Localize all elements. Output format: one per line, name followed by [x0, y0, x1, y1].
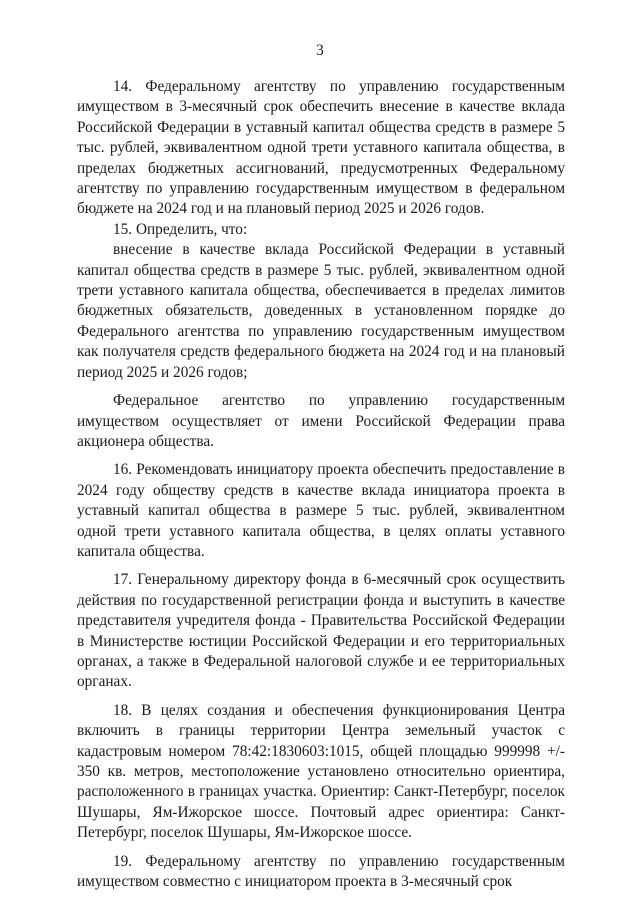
paragraph-item-17: 17. Генеральному директору фонда в 6-месячный срок осуществить действия по государственной регистрации фонда и выступить в качестве представителя учредителя фонда - Правительства Российской Федерации в Министерстве юстиции Российской Федерации и его территориальных органах, а также в Федеральной налоговой службе и ее территориальных органах. [77, 571, 565, 691]
paragraph-item-14: 14. Федеральному агентству по управлению государственным имуществом в 3-месячный срок обеспечить внесение в качестве вклада Российской Федерации в уставный капитал общества средств в размере 5 тыс. рублей, эквивалентном одной трети уставного капитала общества, в пределах бюджетных ассигнований, предусмотренных Федеральному агентству по управлению государственным имуществом в федеральном бюджете на 2024 год и на плановый период 2025 и 2026 годов. [77, 78, 565, 218]
paragraph-item-15-contribution: внесение в качестве вклада Российской Федерации в уставный капитал общества средств в размере 5 тыс. рублей, эквивалентном одной трети уставного капитала общества, обеспечивается в пределах лимитов бюджетных обязательств, доведенных в установленном порядке до Федерального агентства по управлению государственным имуществом как получателя средств федерального бюджета на 2024 год и на плановый период 2025 и 2026 годов; [77, 241, 565, 381]
paragraph-item-15-shareholder-rights: Федеральное агентство по управлению государственным имуществом осуществляет от имени Российской Федерации права акционера общества. [77, 392, 565, 450]
paragraph-item-19: 19. Федеральному агентству по управлению государственным имуществом совместно с инициатором проекта в 3-месячный срок [77, 852, 565, 891]
paragraph-item-15: 15. Определить, что: [113, 220, 248, 238]
page-number: 3 [316, 42, 324, 59]
document-body [77, 77, 565, 892]
paragraph-item-16: 16. Рекомендовать инициатору проекта обеспечить предоставление в 2024 году обществу средств в качестве вклада инициатора проекта в уставный капитал общества в размере 5 тыс. рублей, эквивалентном одной трети уставного капитала общества, в целях оплаты уставного капитала общества. [77, 461, 565, 560]
paragraph-item-18: 18. В целях создания и обеспечения функционирования Центра включить в границы территории Центра земельный участок с кадастровым номером 78:42:1830603:1015, общей площадью 999998 +/- 350 кв. метров, местоположение установлено относительно ориентира, расположенного в границах участка. Ориентир: Санкт-Петербург, поселок Шушары, Ям-Ижорское шоссе. Почтовый адрес ориентира: Санкт-Петербург, поселок Шушары, Ям-Ижорское шоссе. [77, 701, 565, 842]
